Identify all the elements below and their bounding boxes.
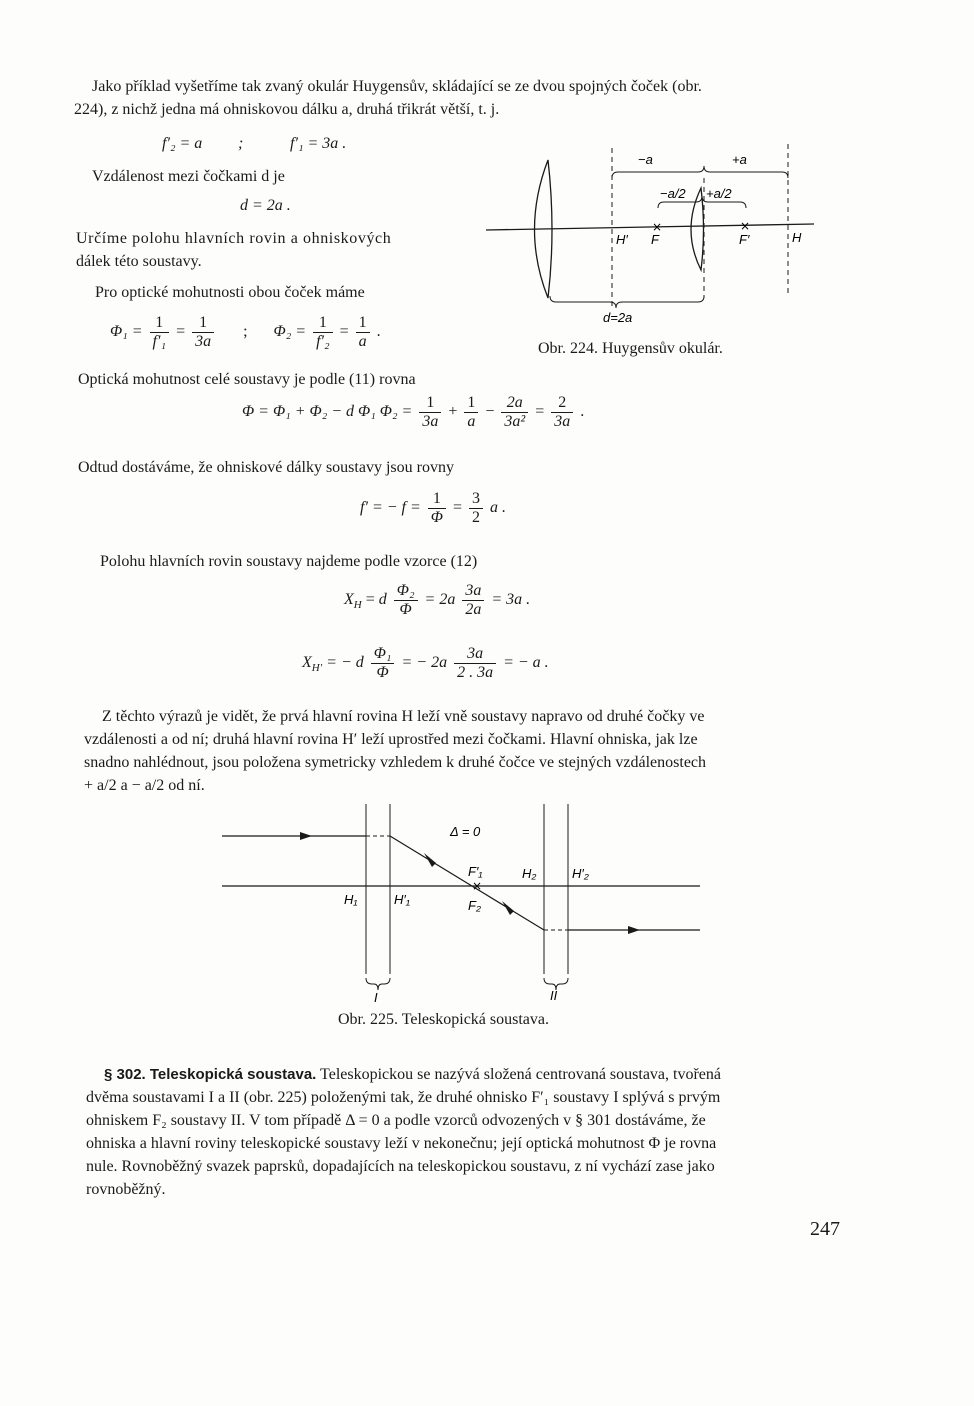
phi1-lhs: Φ₁ = bbox=[110, 323, 143, 341]
den: Φ bbox=[376, 664, 389, 681]
section-302-line-2: dvěma soustavami I a II (obr. 225) položenými tak, že druhé ohnisko F′₁ soustavy I splývá s prvým bbox=[86, 1089, 721, 1106]
mark-Fp: × bbox=[740, 219, 751, 233]
num: 3a bbox=[454, 645, 496, 664]
section-302-line-1 bbox=[104, 1064, 864, 1086]
arrow-in bbox=[300, 832, 312, 840]
figure-225-telescopic-system bbox=[218, 804, 704, 1004]
label-minus-a: −a bbox=[638, 152, 653, 167]
xh-lhs: $X_H$ bbox=[344, 591, 362, 612]
f-rhs: a . bbox=[490, 499, 506, 517]
lens-2 bbox=[691, 188, 704, 270]
focal-text: Odtud dostáváme, že ohniskové dálky soustavy jsou rovny bbox=[78, 459, 454, 476]
fraction-phi2-over-phi bbox=[394, 582, 418, 619]
figure-224-caption: Obr. 224. Huygensův okulár. bbox=[538, 340, 723, 357]
brace-a bbox=[612, 166, 788, 178]
arrow-out bbox=[628, 926, 640, 934]
brace-I bbox=[366, 978, 390, 990]
num: 1 bbox=[356, 314, 370, 333]
label-H1: H₁ bbox=[344, 892, 358, 907]
den: Φ bbox=[430, 509, 443, 526]
num: 2a bbox=[501, 394, 528, 413]
ray-middle bbox=[390, 836, 544, 930]
equation-phi-total: Φ = Φ₁ + Φ₂ − d Φ₁ Φ₂ = $\frac{1}{3a}$ + $\frac{1}{a}$ − $\frac{2a}{\text{3a²}}$ = $\frac{2}{3a}$ . bbox=[242, 394, 585, 430]
planes-text: Polohu hlavních rovin soustavy najdeme podle vzorce (12) bbox=[100, 553, 478, 570]
den: 2 . 3a bbox=[457, 664, 494, 681]
figure-224-huygens-eyepiece bbox=[486, 138, 816, 328]
conclusion-line-4: + a/2 a − a/2 od ní. bbox=[84, 777, 205, 794]
label-H1p: H′₁ bbox=[394, 892, 410, 907]
num: 3 bbox=[469, 490, 483, 509]
section-302-line-5: nule. Rovnoběžný svazek paprsků, dopadajících na teleskopickou soustavu, z ní vychází zase jako bbox=[86, 1158, 715, 1175]
f-lhs: f′ = − f = bbox=[360, 499, 421, 517]
label-d: d=2a bbox=[603, 310, 633, 325]
den: a bbox=[358, 333, 367, 350]
equation-focal: f′ = − f = $\frac{1}{\Phi}$ = $\frac{3}{2}$ a . bbox=[360, 490, 506, 526]
fraction-2a-over-3a2 bbox=[501, 394, 528, 431]
den: 2a bbox=[465, 601, 482, 618]
equation-f2: f′₂ = a bbox=[162, 135, 203, 152]
phi2-lhs: Φ₂ = bbox=[273, 323, 307, 341]
num: 1 bbox=[313, 314, 333, 333]
fraction-phi1-over-phi bbox=[371, 645, 395, 682]
label-H2: H₂ bbox=[522, 866, 537, 881]
xh-d: d bbox=[378, 591, 387, 609]
intro-line-1: Jako příklad vyšetříme tak zvaný okulár Huygensův, skládající se ze dvou spojných čoček (obr. bbox=[92, 78, 702, 95]
label-H2p: H′₂ bbox=[572, 866, 589, 881]
phi-lhs: Φ = Φ₁ + Φ₂ − d Φ₁ Φ₂ = bbox=[242, 403, 413, 421]
label-Fp: F′ bbox=[739, 232, 750, 247]
fraction-3a-over-2a bbox=[462, 582, 484, 619]
den: 2 bbox=[472, 509, 480, 526]
mark-F1-F2: × bbox=[472, 879, 483, 893]
xhp-mid: = − 2a bbox=[401, 654, 448, 672]
xh-mid: = 2a bbox=[424, 591, 456, 609]
fraction-1-over-3a bbox=[192, 314, 214, 351]
fraction-3a-over-2-3a bbox=[454, 645, 496, 682]
fraction-1-over-a bbox=[356, 314, 370, 351]
num: 1 bbox=[150, 314, 170, 333]
label-plus-a-half: +a/2 bbox=[706, 186, 732, 201]
determine-line-1: Určíme polohu hlavních rovin a ohniskových bbox=[76, 230, 392, 247]
den: f′₁ bbox=[152, 333, 167, 350]
equation-d: d = 2a . bbox=[240, 197, 291, 214]
equation-separator: ; bbox=[238, 135, 244, 152]
section-302-line-4: ohniska a hlavní roviny teleskopické soustavy leží v nekonečnu; její optická mohutnost Φ je rovna bbox=[86, 1135, 717, 1152]
equation-xh: $X_H = d$ $\frac{\text{Φ₂}}{\Phi}$ = 2a $\frac{3a}{2a}$ = 3a . bbox=[344, 582, 531, 618]
section-302-title: § 302. Teleskopická soustava. bbox=[104, 1066, 317, 1083]
fraction-1-over-phi bbox=[428, 490, 446, 527]
label-Hp: H′ bbox=[616, 232, 628, 247]
equation-phi-lenses: Φ₁ = $\frac{1}{\text{f′₁}}$ = $\frac{1}{3a}$ ; Φ₂ = $\frac{1}{\text{f′₂}}$ = $\frac{1}{a}$ . bbox=[110, 314, 381, 350]
xhp-d: = − d bbox=[326, 654, 364, 672]
xh-end: = 3a . bbox=[491, 591, 531, 609]
section-302-line-3: ohniskem F₂ soustavy II. V tom případě Δ = 0 a podle vzorců odvozených v § 301 dostáváme, že bbox=[86, 1112, 706, 1129]
page-number: 247 bbox=[810, 1218, 840, 1240]
fraction-1-over-f2 bbox=[313, 314, 333, 351]
conclusion-line-1: Z těchto výrazů je vidět, že prvá hlavní rovina H leží vně soustavy napravo od druhé čočky ve bbox=[102, 708, 705, 725]
equation-f1: f′₁ = 3a . bbox=[290, 135, 347, 152]
figure-225-caption: Obr. 225. Teleskopická soustava. bbox=[338, 1011, 549, 1028]
section-302-intro: Teleskopickou se nazývá složená centrovaná soustava, tvořená bbox=[316, 1066, 721, 1083]
label-H: H bbox=[792, 230, 802, 245]
den: f′₂ bbox=[316, 333, 330, 350]
label-minus-a-half: −a/2 bbox=[660, 186, 686, 201]
mark-F: × bbox=[652, 220, 663, 234]
num: Φ₂ bbox=[394, 582, 418, 601]
num: 3a bbox=[462, 582, 484, 601]
den: 3a bbox=[554, 413, 571, 430]
label-F1: F′₁ bbox=[468, 864, 483, 879]
fraction-1-over-f1 bbox=[150, 314, 170, 351]
label-delta: Δ = 0 bbox=[450, 824, 481, 839]
determine-line-2: dálek této soustavy. bbox=[76, 253, 202, 270]
den: 3a² bbox=[504, 413, 526, 430]
den: 3a bbox=[422, 413, 439, 430]
arrow-mid-1 bbox=[424, 853, 436, 867]
fraction-3-over-2 bbox=[469, 490, 483, 527]
xhp-lhs: $X_{H'}$ bbox=[302, 654, 323, 675]
num: 2 bbox=[551, 394, 573, 413]
label-plus-a: +a bbox=[732, 152, 747, 167]
conclusion-line-2: vzdálenosti a od ní; druhá hlavní rovina H′ leží uprostřed mezi čočkami. Hlavní ohniska, jak lze bbox=[84, 731, 698, 748]
label-F2: F₂ bbox=[468, 898, 481, 913]
conclusion-line-3: snadno nahlédnout, jsou položena symetricky vzhledem k druhé čočce ve stejných vzdálenostech bbox=[84, 754, 707, 771]
xhp-end: = − a . bbox=[503, 654, 549, 672]
label-F: F bbox=[651, 232, 659, 247]
num: 1 bbox=[428, 490, 446, 509]
equation-xhp bbox=[302, 645, 549, 682]
total-power-text: Optická mohutnost celé soustavy je podle (11) rovna bbox=[78, 371, 416, 388]
arrow-mid-2 bbox=[502, 901, 514, 915]
den: 3a bbox=[195, 333, 212, 350]
fraction-2-over-3a bbox=[551, 394, 573, 431]
distance-text: Vzdálenost mezi čočkami d je bbox=[92, 168, 285, 185]
fraction-1-over-a bbox=[464, 394, 478, 431]
power-text: Pro optické mohutnosti obou čoček máme bbox=[95, 284, 365, 301]
brace-d bbox=[550, 296, 704, 308]
fraction-1-over-3a bbox=[419, 394, 441, 431]
num: 1 bbox=[419, 394, 441, 413]
den: Φ bbox=[399, 601, 412, 618]
intro-line-2: 224), z nichž jedna má ohniskovou dálku a, druhá třikrát větší, t. j. bbox=[74, 101, 500, 118]
semicolon: ; bbox=[243, 323, 248, 341]
section-302-line-6: rovnoběžný. bbox=[86, 1181, 166, 1198]
den: a bbox=[467, 413, 476, 430]
label-II: II bbox=[550, 988, 558, 1003]
label-I: I bbox=[374, 990, 378, 1004]
num: Φ₁ bbox=[371, 645, 395, 664]
num: 1 bbox=[464, 394, 478, 413]
num: 1 bbox=[192, 314, 214, 333]
